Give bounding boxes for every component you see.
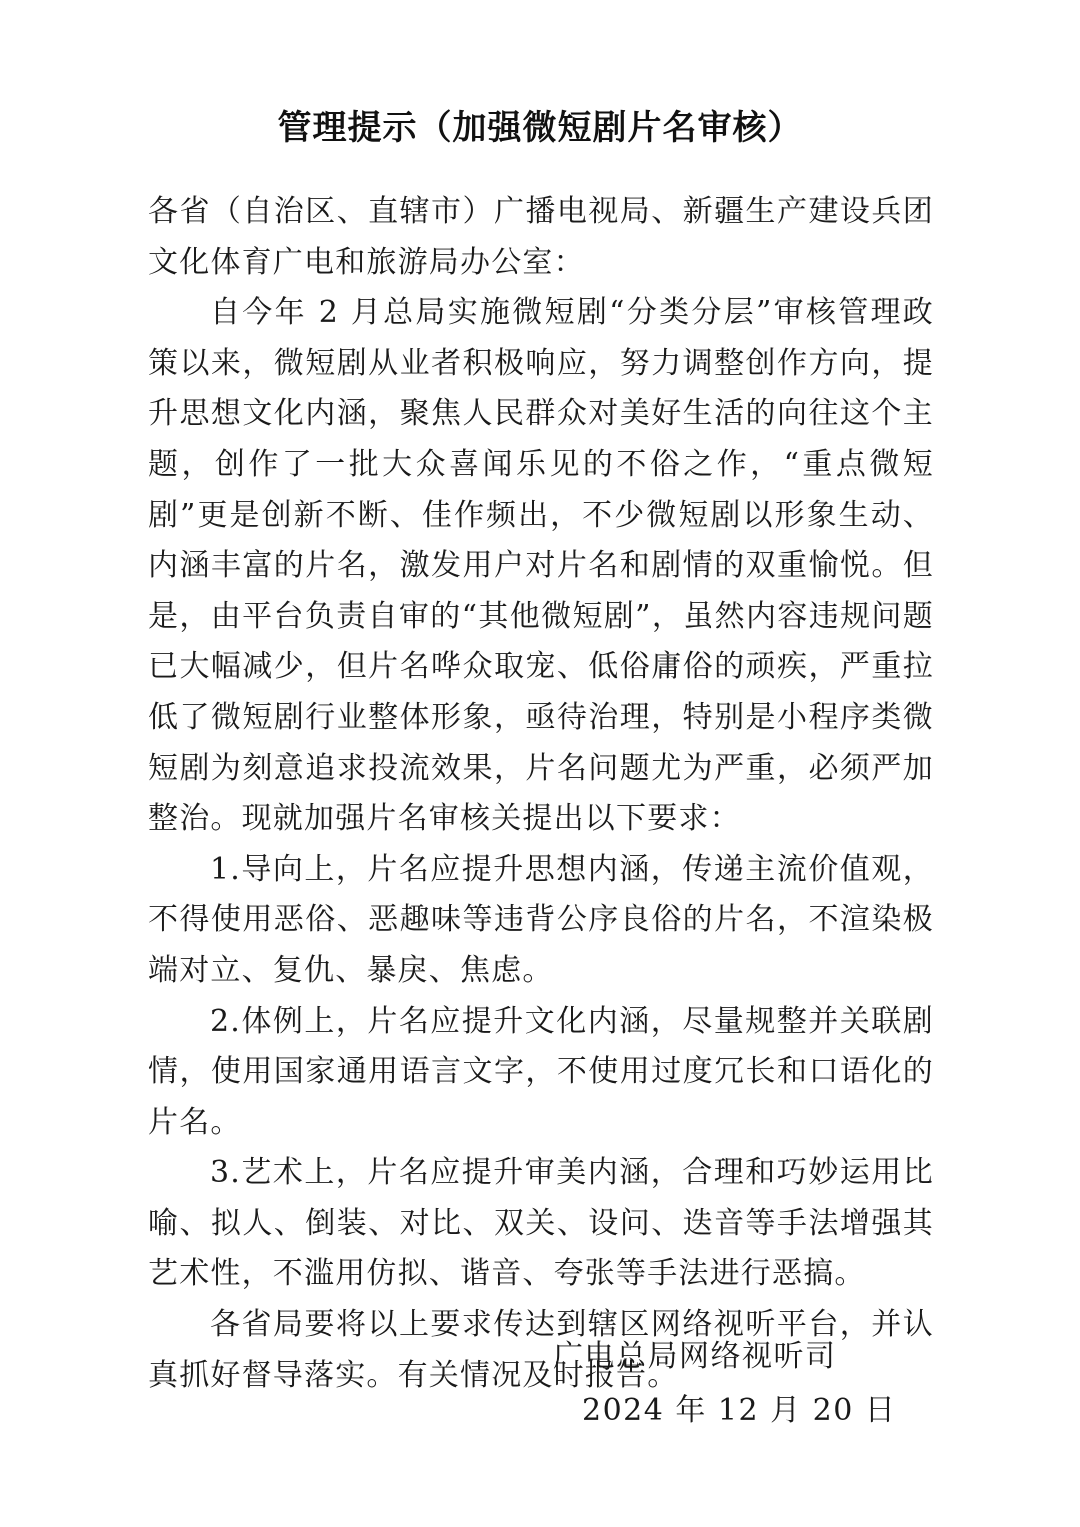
paragraph-requirement-3: 3.艺术上，片名应提升审美内涵，合理和巧妙运用比喻、拟人、倒装、对比、双关、设问、迭音等手法增强其艺术性，不滥用仿拟、谐音、夸张等手法进行恶搞。 [148,1155,934,1292]
document-title: 管理提示（加强微短剧片名审核） [277,108,803,148]
paragraph-requirement-2: 2.体例上，片名应提升文化内涵，尽量规整并关联剧情，使用国家通用语言文字，不使用过度冗长和口语化的片名。 [148,1003,934,1140]
document-body [148,187,934,1401]
paragraph-closing: 各省局要将以上要求传达到辖区网络视听平台，并认真抓好督导落实。有关情况及时报告。 [148,1307,934,1393]
paragraph-intro: 自今年 2 月总局实施微短剧“分类分层”审核管理政策以来，微短剧从业者积极响应，努力调整创作方向，提升思想文化内涵，聚焦人民群众对美好生活的向往这个主题，创作了一批大众喜闻乐见的不俗之作，“重点微短剧”更是创新不断、佳作频出，不少微短剧以形象生动、内涵丰富的片名，激发用户对片名和剧情的双重愉悦。但是，由平台负责自审的“其他微短剧”，虽然内容违规问题已大幅减少，但片名哗众取宠、低俗庸俗的顽疾，严重拉低了微短剧行业整体形象，亟待治理，特别是小程序类微短剧为刻意追求投流效果，片名问题尤为严重，必须严加整治。现就加强片名审核关提出以下要求： [148,295,934,837]
paragraph-requirement-1: 1.导向上，片名应提升思想内涵，传递主流价值观，不得使用恶俗、恶趣味等违背公序良俗的片名，不渲染极端对立、复仇、暴戾、焦虑。 [148,851,934,988]
signature-organization: 广电总局网络视听司 [553,1339,837,1374]
signature-date: 2024 年 12 月 20 日 [582,1393,897,1428]
addressee: 各省（自治区、直辖市）广播电视局、新疆生产建设兵团文化体育广电和旅游局办公室： [148,194,934,280]
